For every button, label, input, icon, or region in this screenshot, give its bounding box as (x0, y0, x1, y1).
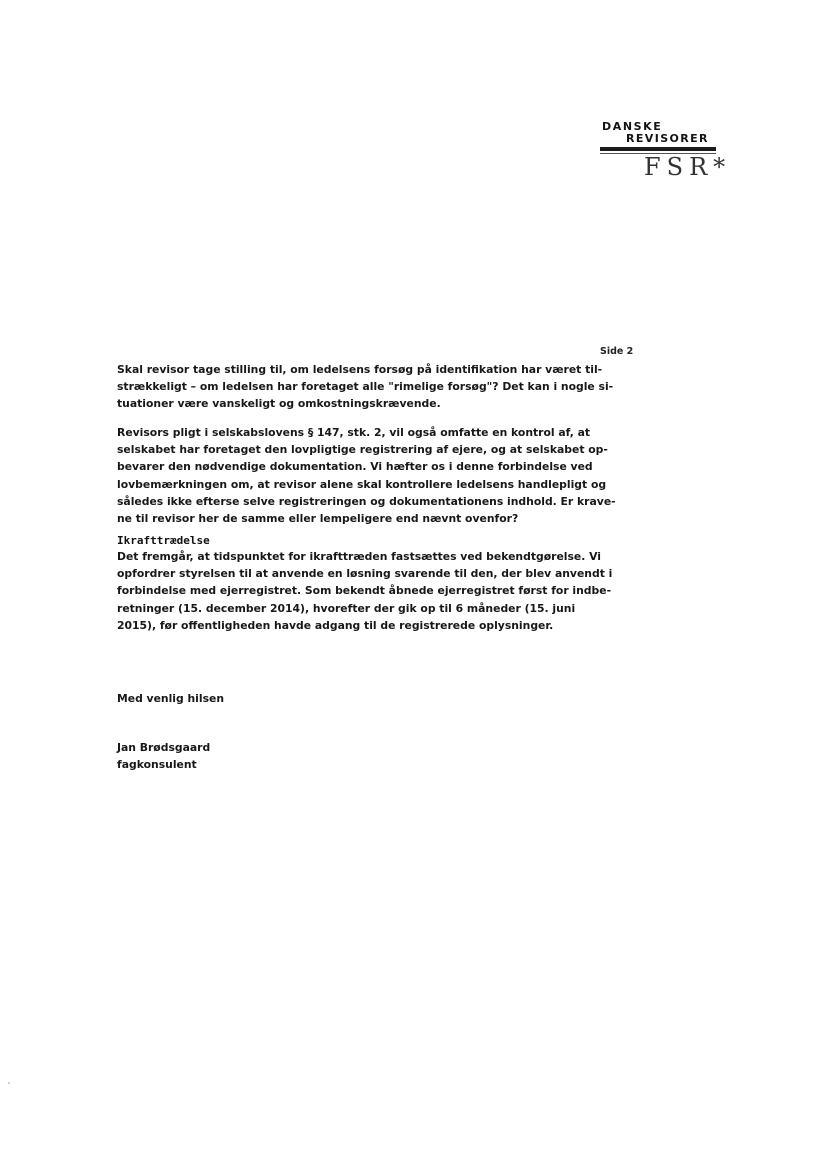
signer-title: fagkonsulent (117, 758, 197, 771)
signer-name: Jan Brødsgaard (117, 741, 211, 754)
logo-text-revisorer: REVISORER (626, 132, 709, 145)
text-line: retninger (15. december 2014), hvorefter der gik op til 6 måneder (15. juni (117, 601, 576, 615)
text-line: således ikke efterse selve registreringen og dokumentationens indhold. Er krave- (117, 494, 616, 508)
scan-speck (8, 1082, 10, 1084)
text-line: Det fremgår, at tidspunktet for ikrafttræden fastsættes ved bekendtgørelse. Vi (117, 550, 601, 563)
text-line: tuationer være vanskeligt og omkostningskrævende. (117, 397, 441, 411)
text-line: selskabet har foretaget den lovpligtige registrering af ejere, og at selskabet op- (117, 443, 608, 457)
paragraph-1 (117, 361, 614, 413)
closing-salutation: Med venlig hilsen (117, 692, 225, 705)
logo-text-danske: DANSKE (602, 120, 663, 133)
text-line: 2015), før offentligheden havde adgang til de registrerede oplysninger. (117, 618, 554, 632)
page-number: Side 2 (600, 346, 634, 357)
text-line: bevarer den nødvendige dokumentation. Vi hæfter os i denne forbindelse ved (117, 460, 593, 474)
text-line: Revisors pligt i selskabslovens § 147, stk. 2, vil også omfatte en kontrol af, at (117, 426, 591, 439)
text-line: Skal revisor tage stilling til, om ledelsens forsøg på identifikation har været til- (117, 363, 603, 376)
text-line: forbindelse med ejerregistret. Som bekendt åbnede ejerregistret først for indbe- (117, 584, 612, 598)
text-line: lovbemærkningen om, at revisor alene skal kontrollere ledelsens handlepligt og (117, 477, 607, 491)
text-line: ne til revisor her de samme eller lempeligere end nævnt ovenfor? (117, 512, 519, 526)
text-line: opfordrer styrelsen til at anvende en løsning svarende til den, der blev anvendt i (117, 567, 613, 581)
fsr-logo (598, 120, 732, 184)
logo-rule (600, 147, 716, 151)
logo-mark: FSR* (644, 153, 732, 181)
section-paragraph (117, 548, 613, 634)
paragraph-2 (117, 424, 616, 527)
section-heading: Ikrafttrædelse (117, 534, 210, 547)
text-line: strækkeligt – om ledelsen har foretaget alle "rimelige forsøg"? Det kan i nogle si- (117, 380, 614, 394)
signature-block (117, 739, 210, 773)
